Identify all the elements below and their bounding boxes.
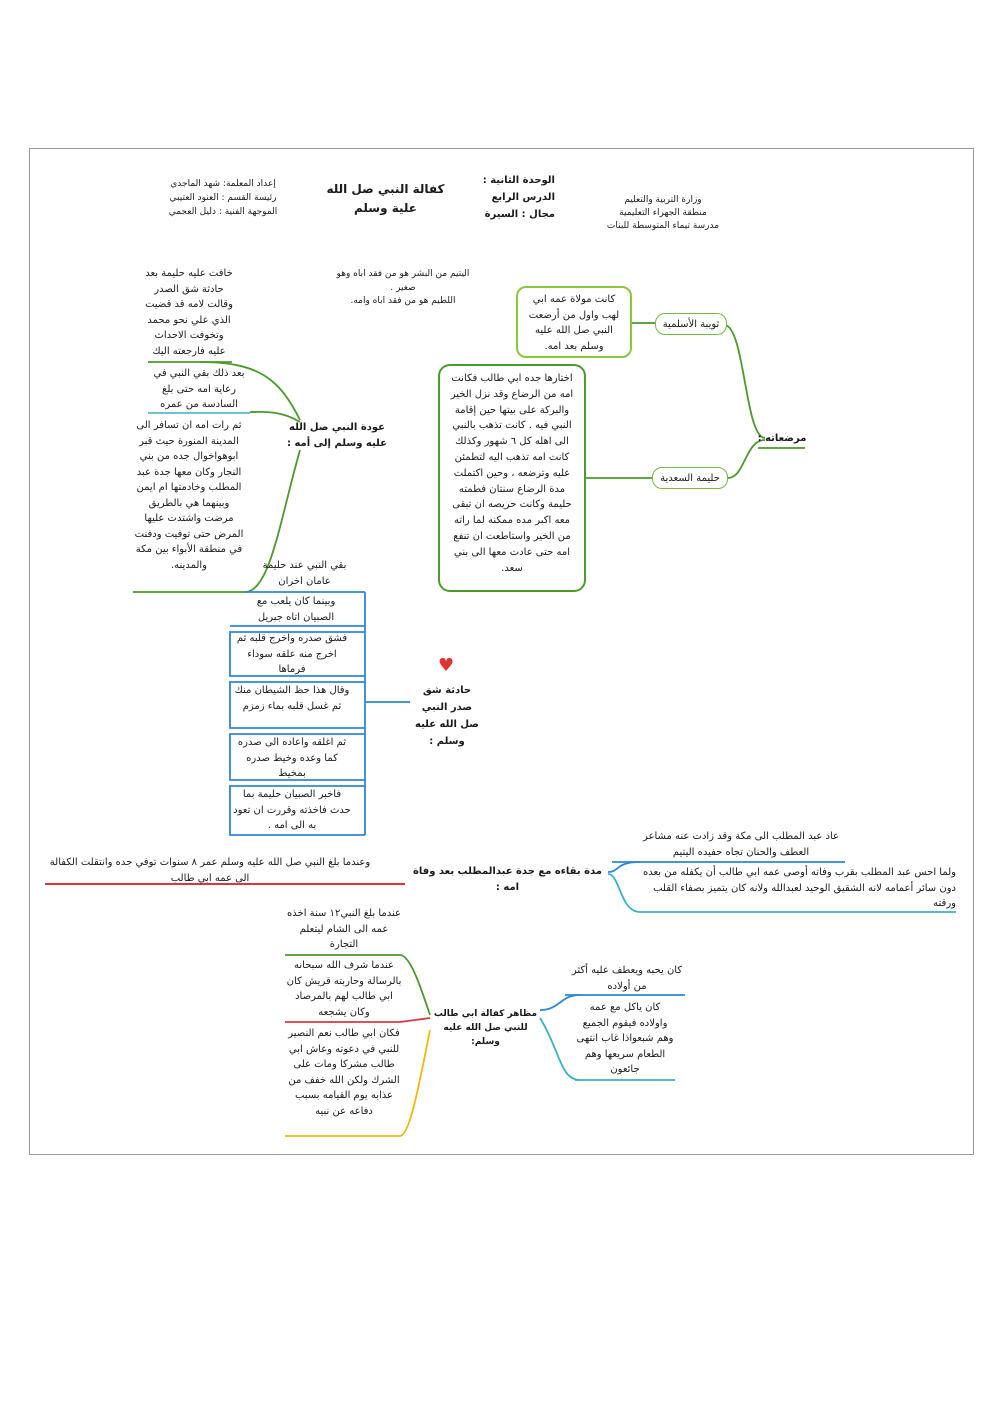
- department-head-name: رئيسة القسم : العنود العتيبي: [169, 192, 277, 203]
- school-name: مدرسة تيماء المتوسطة للبنات: [606, 221, 720, 232]
- header-ministry-block: [598, 194, 728, 233]
- grandfather-item2: ولما احس عبد المطلب بقرب وفاته أوصى عمه ابي طالب أن يكفله من بعده دون سائر أعمامه لانه الشقيق الوحيد لعبدالله ولانه كان يتميز بصفاء القلب ورقته: [642, 867, 956, 909]
- page-title-line2: علية وسلم: [353, 201, 418, 216]
- grandfather-root: مدة بقاءه مع جدة عبدالمطلب بعد وفاة امه :: [413, 866, 602, 893]
- abutalib-item4: عندما شرف الله سبحانه بالرسالة وحاربته قريش كان ابي طالب لهم بالمرصاد وكان يشجعه: [286, 960, 402, 1018]
- page-title: [318, 180, 453, 218]
- grandfather-item1: عاد عبد المطلب الى مكة وقد زادت عنه مشاعر العطف والحنان تجاه حفيده اليتيم: [643, 831, 839, 858]
- nurses-root: مرضعاته :: [757, 433, 807, 444]
- return-item4: بقي النبي عند حليمة عامان اخران: [262, 560, 347, 587]
- return-root: عودة النبي صل الله عليه وسلم إلى أمه :: [287, 422, 387, 449]
- teacher-name: إعداد المعلمة: شهد الماجدي: [170, 179, 276, 189]
- orphan-definition-line3: اللطيم هو من فقد اباه وامه.: [350, 296, 456, 306]
- abutalib-item1: كان يحبه ويعطف عليه أكثر من أولاده: [571, 965, 683, 992]
- thuwaiba-text: كانت مولاة عمه ابي لهب واول من أرضعت النبي صل الله عليه وسلم بعد امه.: [528, 294, 620, 352]
- chest-item4: ثم اغلقه واعاده الى صدره كما وعده وخيط صدره بمخيط: [237, 737, 347, 779]
- return-item2: بعد ذلك بقي النبي في رعاية امه حتى بلغ السادسة من عمره: [153, 368, 245, 410]
- header-lesson-block: [470, 172, 555, 223]
- halima-node: حليمة السعدية: [652, 467, 728, 489]
- thuwaiba-node: ثويبة الأسلمية: [655, 313, 727, 335]
- orphan-definition-line2: صغير .: [390, 282, 416, 293]
- abutalib-item3: عندما بلغ النبي١٢ سنة اخذه عمه الى الشام ليتعلم التجارة: [287, 908, 401, 950]
- region-name: منطقة الجهراء التعليمية: [619, 208, 707, 219]
- chest-item3: وقال هذا حظ الشيطان منك ثم غسل قلبه بماء زمزم: [234, 685, 350, 712]
- lesson-label: الدرس الرابع: [491, 192, 555, 203]
- page-title-line1: كفالة النبي صل الله: [326, 182, 445, 196]
- supervisor-name: الموجهة الفنية : دليل العجمي: [168, 206, 278, 217]
- orphan-definition: [318, 268, 488, 309]
- halima-card: [438, 364, 586, 592]
- halima-text: اختارها جده ابي طالب فكانت امه من الرضاع وقد نزل الخير والبركة على بيتها حين إقامة النبي فيه . كانت تذهب بالنبي الى اهله كل ٦ شهور وكذلك كانت امه تذهب اليه لتطمئن عليه وترضعه ، وحين اكتملت مدة الرضاع سنتان فطمته حليمة وكانت حريصه ان تبقى معه اكبر مده ممكنه لما راته من الخير واستاطعت ان تنفع امه حتى عادت معها الى بني سعد.: [450, 373, 574, 574]
- heart-icon: ♥: [438, 655, 455, 676]
- unit-label: الوحدة الثانية :: [482, 175, 555, 186]
- chest-root: حادثة شق صدر النبي صل الله عليه وسلم :: [415, 685, 479, 747]
- abutalib-item5: فكان ابي طالب نعم النصير للنبي في دعوته وعاش ابي طالب مشركا ومات على الشرك ولكن الله خفف من عذابه يوم القيامه بسبب دفاعه عن نبيه: [288, 1028, 400, 1117]
- abutalib-item2: كان ياكل مع عمه واولاده فيقوم الجميع وهم شبعواذا غاب انتهى الطعام سريعها وهم جائعون: [576, 1002, 674, 1075]
- thuwaiba-card: [516, 286, 632, 358]
- ministry-name: وزارة التربية والتعليم: [624, 195, 702, 205]
- chest-item2: فشق صدره واخرج قلبه ثم اخرج منه علقه سوداء فرماها: [236, 633, 348, 675]
- grandfather-item3: وعندما بلغ النبي صل الله عليه وسلم عمر ٨ سنوات توفي جده وانتقلت الكفالة الى عمه ابي طالب: [49, 857, 371, 884]
- chest-item1: وبينما كان يلعب مع الصبيان اتاه جبريل: [256, 596, 336, 623]
- chest-item5: فاخبر الصبيان حليمة بما حدث فاخذته وقررت ان تعود به الى امه .: [233, 789, 351, 831]
- orphan-definition-line1: اليتيم من البشر هو من فقد اباه وهو: [336, 269, 470, 279]
- header-staff-block: [158, 178, 288, 220]
- field-label: مجال : السيرة: [484, 209, 555, 220]
- abutalib-root: مظاهر كفالة ابي طالب للنبي صل الله عليه وسلم:: [433, 1009, 538, 1047]
- return-item1: خافت عليه حليمة بعد حادثة شق الصدر وقالت لامه قد قضيت الذي علي نحو محمد وتخوفت الاحداث عليه فارجعته اليك: [145, 268, 233, 357]
- return-item3: ثم رات امه ان تسافر الى المدينة المنورة حيث قبر ابوهواخوال جده من بني النجار وكان معها جدة عبد المطلب وخادمتها ام ايمن وبينهما هي بالطريق مرضت واشتدت عليها المرض حتى توفيت ودفنت في منطقة الأبواء بين مكة والمدينه.: [134, 420, 244, 571]
